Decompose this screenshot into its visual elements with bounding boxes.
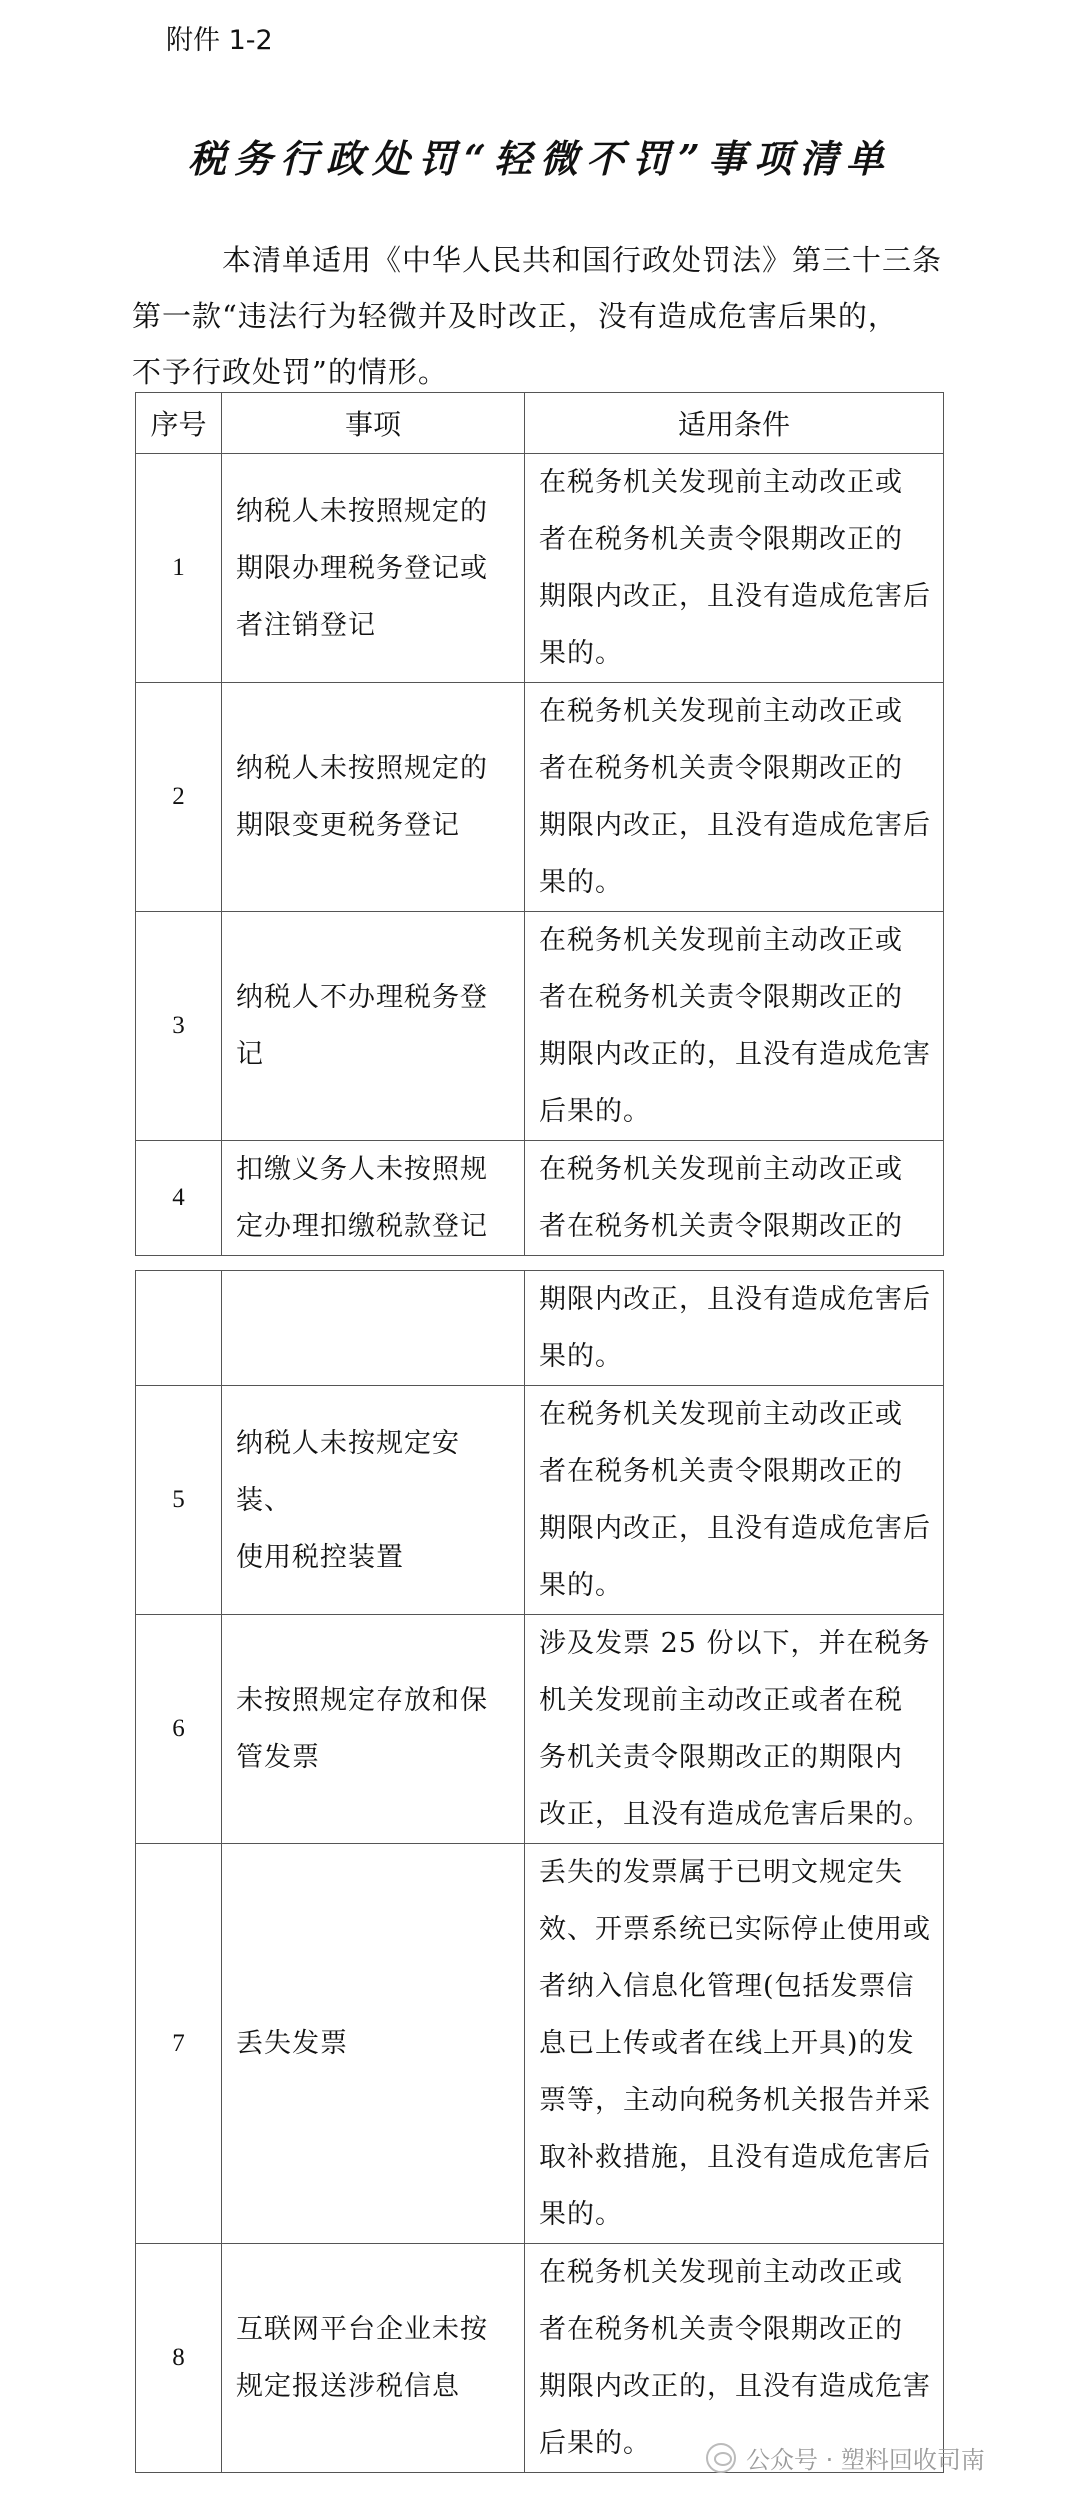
wechat-icon (706, 2443, 736, 2473)
row-item (222, 2244, 525, 2473)
table-row (136, 912, 944, 1141)
row-condition (525, 1386, 944, 1615)
row-item (222, 1615, 525, 1844)
condition-line: 果的。 (539, 638, 623, 669)
condition-line: 期限内改正，且没有造成危害后 (539, 581, 931, 612)
header-number: 序号 (136, 393, 222, 454)
condition-line: 期限内改正的，且没有造成危害 (539, 2371, 931, 2402)
condition-line: 果的。 (539, 2199, 623, 2230)
condition-line: 者在税务机关责令限期改正的 (539, 2314, 903, 2345)
row-number: 6 (136, 1615, 222, 1844)
items-table-part1 (135, 392, 944, 1256)
table-row (136, 2244, 944, 2473)
condition-line: 者在税务机关责令限期改正的 (539, 753, 903, 784)
watermark (706, 2440, 985, 2475)
item-line: 期限办理税务登记或 (236, 552, 488, 584)
condition-line: 在税务机关发现前主动改正或 (539, 2257, 903, 2288)
condition-line: 者在税务机关责令限期改正的 (539, 524, 903, 555)
item-line: 纳税人未按规定安装、 (236, 1427, 460, 1516)
row-number: 8 (136, 2244, 222, 2473)
condition-line: 果的。 (539, 867, 623, 898)
condition-line: 票等，主动向税务机关报告并采 (539, 2085, 931, 2116)
attachment-label: 附件 1-2 (166, 25, 273, 56)
row-condition (525, 912, 944, 1141)
items-table-part2 (135, 1270, 944, 2473)
item-line: 者注销登记 (236, 609, 376, 641)
condition-line: 期限内改正，且没有造成危害后 (539, 1513, 931, 1544)
condition-line: 者在税务机关责令限期改正的 (539, 1211, 903, 1242)
table-row (136, 454, 944, 683)
header-item: 事项 (222, 393, 525, 454)
condition-line: 在税务机关发现前主动改正或 (539, 925, 903, 956)
row-number: 1 (136, 454, 222, 683)
item-line: 纳税人不办理税务登 (236, 982, 488, 1013)
condition-line: 期限内改正，且没有造成危害后 (539, 1284, 931, 1315)
row-condition (525, 1615, 944, 1844)
condition-line: 果的。 (539, 1570, 623, 1601)
table-row (136, 683, 944, 912)
table-body (136, 1271, 944, 2473)
item-line: 期限变更税务登记 (236, 810, 460, 841)
row-item (222, 1386, 525, 1615)
row-condition (525, 1271, 944, 1386)
intro-line: 本清单适用《中华人民共和国行政处罚法》第三十三条 (222, 243, 943, 277)
condition-line: 在税务机关发现前主动改正或 (539, 1399, 903, 1430)
table-row (136, 1844, 944, 2244)
condition-line: 务机关责令限期改正的期限内 (539, 1742, 903, 1773)
row-item (222, 1271, 525, 1386)
item-line: 规定报送涉税信息 (236, 2371, 460, 2402)
condition-line: 者纳入信息化管理(包括发票信 (539, 1971, 915, 2002)
item-line: 使用税控装置 (236, 1541, 404, 1573)
row-item (222, 912, 525, 1141)
item-line: 丢失发票 (236, 2028, 348, 2059)
condition-line: 机关发现前主动改正或者在税 (539, 1685, 903, 1716)
condition-line: 丢失的发票属于已明文规定失 (539, 1857, 903, 1888)
table-row (136, 1386, 944, 1615)
row-number: 7 (136, 1844, 222, 2244)
table-header-row (136, 393, 944, 454)
row-number: 5 (136, 1386, 222, 1615)
condition-line: 改正，且没有造成危害后果的。 (539, 1799, 931, 1830)
intro-line: 第一款“违法行为轻微并及时改正，没有造成危害后果的， (132, 299, 898, 333)
watermark-text: 公众号 · 塑料回收司南 (746, 2446, 985, 2474)
row-condition (525, 683, 944, 912)
condition-line: 效、开票系统已实际停止使用或 (539, 1914, 931, 1945)
condition-line: 取补救措施，且没有造成危害后 (539, 2142, 931, 2173)
header-condition: 适用条件 (525, 393, 944, 454)
row-condition (525, 1844, 944, 2244)
item-line: 定办理扣缴税款登记 (236, 1211, 488, 1242)
table-body (136, 454, 944, 1256)
condition-line: 在税务机关发现前主动改正或 (539, 696, 903, 727)
row-number: 4 (136, 1141, 222, 1256)
item-line: 管发票 (236, 1742, 320, 1773)
condition-line: 果的。 (539, 1341, 623, 1372)
row-number: 3 (136, 912, 222, 1141)
intro-line: 不予行政处罚”的情形。 (132, 355, 448, 389)
item-line: 互联网平台企业未按 (236, 2314, 488, 2345)
row-item (222, 1844, 525, 2244)
condition-line: 涉及发票 25 份以下，并在税务 (539, 1628, 931, 1659)
item-line: 记 (236, 1039, 264, 1070)
item-line: 扣缴义务人未按照规 (236, 1154, 488, 1185)
condition-line: 后果的。 (539, 1096, 651, 1127)
row-condition (525, 1141, 944, 1256)
table-row (136, 1141, 944, 1256)
condition-line: 者在税务机关责令限期改正的 (539, 982, 903, 1013)
row-number: 2 (136, 683, 222, 912)
item-line: 纳税人未按照规定的 (236, 753, 488, 784)
row-condition (525, 2244, 944, 2473)
row-condition (525, 454, 944, 683)
table-row (136, 1615, 944, 1844)
item-line: 纳税人未按照规定的 (236, 495, 488, 527)
row-item (222, 454, 525, 683)
condition-line: 期限内改正的，且没有造成危害 (539, 1039, 931, 1070)
condition-line: 者在税务机关责令限期改正的 (539, 1456, 903, 1487)
intro-paragraph (132, 232, 952, 400)
table-row (136, 1271, 944, 1386)
condition-line: 息已上传或者在线上开具)的发 (539, 2028, 915, 2059)
condition-line: 期限内改正，且没有造成危害后 (539, 810, 931, 841)
row-number (136, 1271, 222, 1386)
row-item (222, 683, 525, 912)
page-title: 税务行政处罚“轻微不罚”事项清单 (188, 136, 892, 181)
row-item (222, 1141, 525, 1256)
item-line: 未按照规定存放和保 (236, 1685, 488, 1716)
condition-line: 在税务机关发现前主动改正或 (539, 1154, 903, 1185)
condition-line: 在税务机关发现前主动改正或 (539, 467, 903, 498)
condition-line: 后果的。 (539, 2428, 651, 2459)
